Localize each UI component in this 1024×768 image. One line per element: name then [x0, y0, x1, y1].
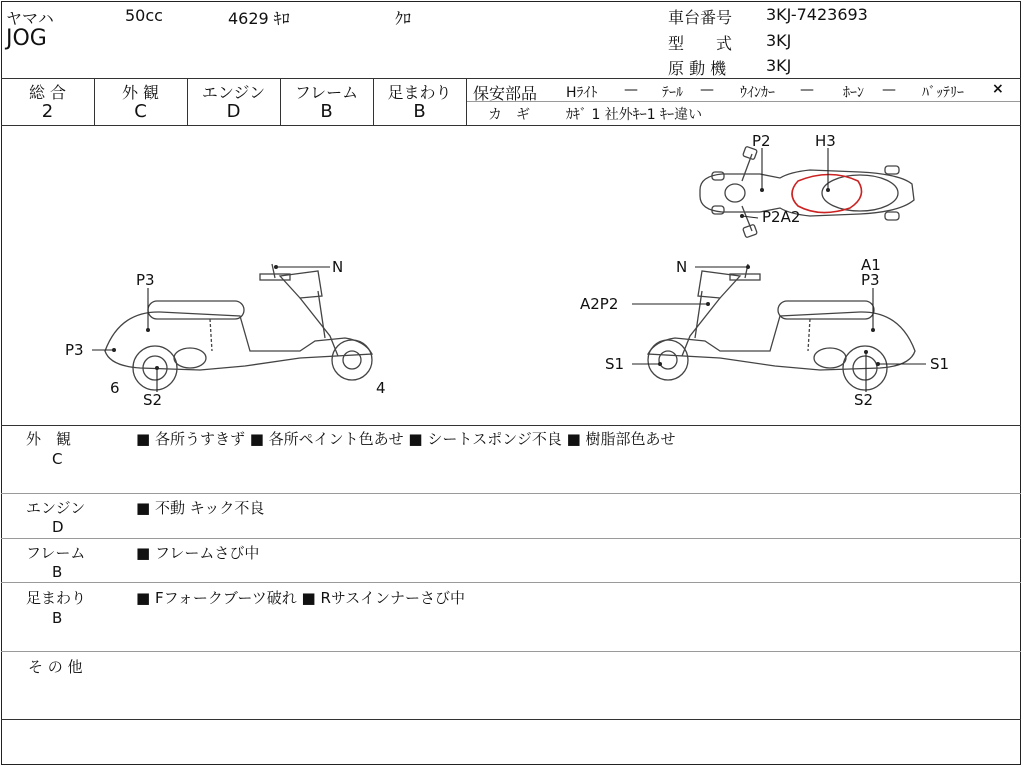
- label-right-n: N: [676, 258, 688, 276]
- remark-exterior-grade: C: [52, 450, 63, 468]
- label-right-a2p2: A2P2: [580, 295, 619, 313]
- remarks-top-border: [1, 425, 1021, 426]
- label-right-p3: P3: [861, 271, 880, 289]
- mileage: 4629 ｷﾛ: [228, 9, 290, 28]
- scooter-diagram: [0, 126, 1024, 426]
- remark-frame-category: フレーム: [26, 544, 86, 562]
- remark-frame-text: ■ フレームさび中: [136, 544, 260, 562]
- scooter-top-view: [700, 146, 914, 238]
- label-left-p3-top: P3: [136, 271, 155, 289]
- remark-frame-grade: B: [52, 563, 63, 581]
- safety-item-headlight: Hﾗｲﾄ: [566, 85, 598, 101]
- label-top-h3: H3: [815, 132, 836, 150]
- frame-no: 3KJ-7423693: [766, 5, 868, 24]
- key-label: カ ギ: [488, 107, 530, 123]
- grade-overall-label: 総 合: [28, 83, 67, 102]
- remark-suspension-text: ■ Fフォークブーツ破れ ■ Rサスインナーさび中: [136, 589, 466, 607]
- remark-suspension-category: 足まわり: [26, 589, 87, 607]
- remarks-bottom-border: [1, 719, 1021, 720]
- maker: ヤマハ: [6, 9, 54, 28]
- label-right-s2: S2: [854, 391, 874, 409]
- grade-top-border: [1, 78, 1021, 79]
- remark-engine-category: エンジン: [26, 499, 86, 517]
- remark-engine-text: ■ 不動 キック不良: [136, 499, 265, 517]
- safety-item-tail: ﾃｰﾙ: [662, 85, 683, 101]
- frame-no-label: 車台番号: [668, 8, 733, 27]
- label-left-4: 4: [376, 379, 386, 397]
- remark-suspension-grade: B: [52, 609, 63, 627]
- label-left-s2: S2: [143, 391, 163, 409]
- safety-item-horn: ﾎｰﾝ: [843, 85, 864, 101]
- safety-value-winker: —: [800, 82, 814, 98]
- safety-value-tail: —: [700, 82, 714, 98]
- safety-value-battery: ×: [992, 81, 1004, 97]
- remark-engine-grade: D: [52, 518, 64, 536]
- model-name: JOG: [6, 26, 47, 51]
- grade-suspension-label: 足まわり: [387, 83, 452, 102]
- damage-mark-h3: [792, 175, 862, 213]
- safety-value-horn: —: [882, 82, 896, 98]
- remark-exterior-text: ■ 各所うすきず ■ 各所ペイント色あせ ■ シートスポンジ不良 ■ 樹脂部色あせ: [136, 430, 676, 448]
- engine-value: 3KJ: [766, 56, 792, 75]
- key-value: ｶｷﾞ 1 社外ｷｰ1 ｷｰ違い: [566, 107, 703, 123]
- grade-overall-value: 2: [41, 101, 54, 122]
- grade-exterior-value: C: [134, 101, 147, 122]
- type-value: 3KJ: [766, 31, 792, 50]
- displacement: 50cc: [125, 6, 163, 25]
- grade-suspension-value: B: [413, 101, 426, 122]
- label-top-p2a2: P2A2: [762, 208, 801, 226]
- grade-frame-label: フレーム: [294, 83, 359, 102]
- grade-engine-label: エンジン: [201, 83, 266, 102]
- engine-label: 原 動 機: [668, 59, 727, 78]
- label-top-p2: P2: [752, 132, 771, 150]
- label-left-6: 6: [110, 379, 120, 397]
- label-right-s1-left: S1: [605, 355, 625, 373]
- label-left-n: N: [332, 258, 344, 276]
- label-left-p3-side: P3: [65, 341, 84, 359]
- grade-exterior-label: 外 観: [121, 83, 160, 102]
- safety-item-battery: ﾊﾞｯﾃﾘｰ: [922, 85, 964, 101]
- color: ｸﾛ: [395, 9, 412, 28]
- grade-engine-value: D: [226, 101, 241, 122]
- safety-title: 保安部品: [473, 84, 538, 103]
- remark-other-category: そ の 他: [28, 658, 83, 676]
- label-right-a1: A1: [861, 256, 881, 274]
- type-label: 型 式: [668, 34, 733, 53]
- safety-item-winker: ｳｲﾝｶｰ: [740, 85, 775, 101]
- grade-frame-value: B: [320, 101, 333, 122]
- safety-value-headlight: —: [624, 82, 638, 98]
- label-right-s1-right: S1: [930, 355, 950, 373]
- remark-exterior-category: 外 観: [26, 430, 72, 448]
